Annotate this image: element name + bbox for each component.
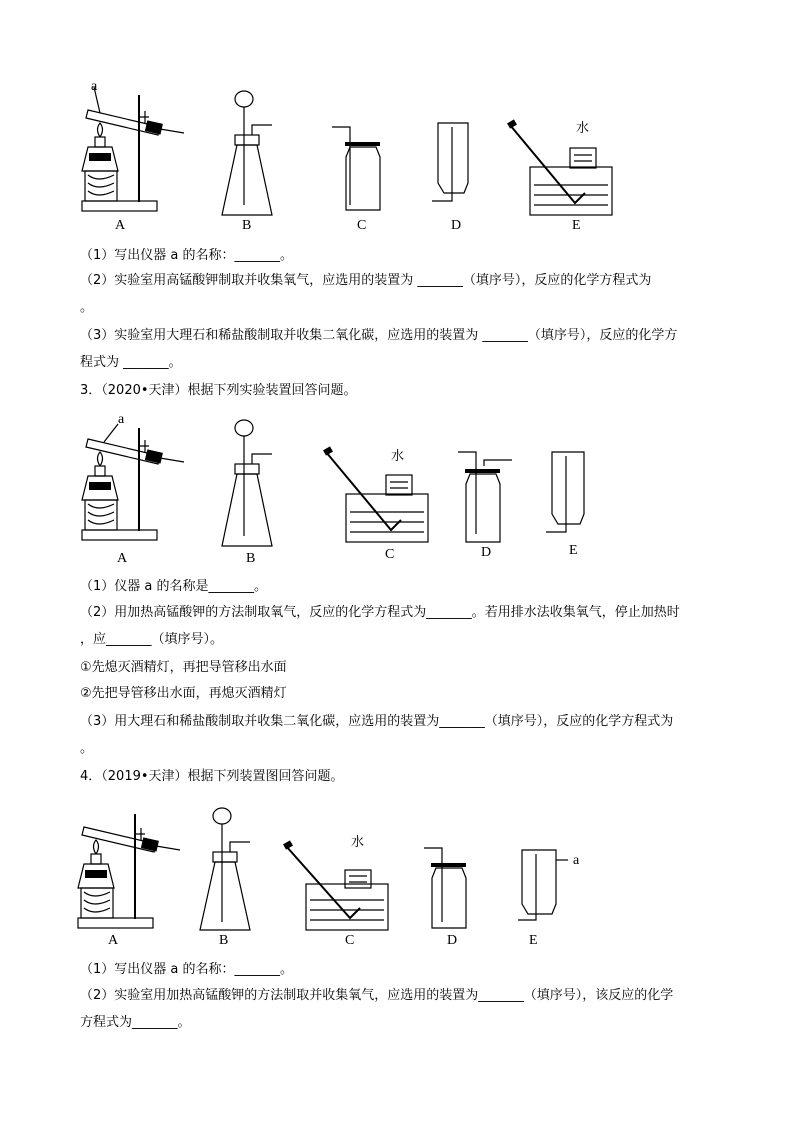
label-d: D [451, 218, 462, 233]
label-c: C [345, 933, 355, 948]
q3-line-7: 。 [80, 741, 94, 756]
label-d: D [481, 545, 492, 560]
apparatus-figure-2 [0, 410, 794, 575]
apparatus-b-flask [222, 91, 272, 215]
apparatus-d-inverted-bottle [432, 123, 468, 201]
apparatus-b-flask [200, 808, 250, 930]
label-a: A [115, 218, 126, 233]
label-e: E [529, 933, 538, 948]
apparatus-c-water-trough [283, 840, 388, 930]
q2-line-1: （1）写出仪器 a 的名称：_______。 [80, 248, 294, 263]
apparatus-drawing-3 [0, 800, 794, 955]
label-a: A [108, 933, 119, 948]
q4-title: 4．（2019•天津）根据下列装置图回答问题。 [80, 769, 344, 784]
water-label: 水 [391, 449, 405, 464]
q3-line-3: ，应_______（填序号）。 [80, 632, 224, 647]
label-b: B [242, 218, 252, 233]
label-a: A [117, 551, 128, 566]
apparatus-e-inverted-bottle [518, 850, 568, 920]
q4-line-1: （1）写出仪器 a 的名称：_______。 [80, 962, 294, 977]
water-label: 水 [576, 121, 590, 136]
q4-line-3: 方程式为_______。 [80, 1015, 191, 1030]
apparatus-e-water-trough [507, 119, 612, 215]
q2-line-5: 程式为 _______。 [80, 355, 182, 370]
apparatus-d-gas-jar [458, 452, 512, 542]
instrument-a-label: a [91, 79, 98, 94]
apparatus-a-heating [78, 814, 180, 928]
apparatus-e-inverted-bottle [546, 452, 584, 532]
label-b: B [219, 933, 229, 948]
apparatus-c-water-trough [323, 446, 428, 542]
label-e: E [572, 218, 581, 233]
apparatus-d-gas-jar [424, 848, 466, 928]
apparatus-b-flask [222, 420, 272, 546]
label-d: D [447, 933, 458, 948]
q3-title: 3．（2020•天津）根据下列实验装置回答问题。 [80, 383, 357, 398]
water-label: 水 [351, 835, 365, 850]
q3-line-6: （3）用大理石和稀盐酸制取并收集二氧化碳，应选用的装置为_______（填序号），反应的化学方程式为 [80, 714, 674, 729]
apparatus-a-heating [82, 87, 184, 211]
apparatus-figure-1 [0, 75, 794, 240]
q3-line-2: （2）用加热高锰酸钾的方法制取氧气，反应的化学方程式为_______。若用排水法收集氧气，停止加热时 [80, 605, 680, 620]
label-e: E [569, 543, 578, 558]
q3-line-1: （1）仪器 a 的名称是_______。 [80, 579, 268, 594]
instrument-a-label: a [573, 853, 580, 868]
q2-line-2: （2）实验室用高锰酸钾制取并收集氧气，应选用的装置为 _______（填序号），反应的化学方程式为 [80, 273, 652, 288]
q4-line-2: （2）实验室用加热高锰酸钾的方法制取并收集氧气，应选用的装置为_______（填序号），该反应的化学 [80, 988, 674, 1003]
q2-line-3: 。 [80, 300, 94, 315]
label-b: B [246, 551, 256, 566]
instrument-a-label: a [118, 412, 125, 427]
q2-line-4: （3）实验室用大理石和稀盐酸制取并收集二氧化碳，应选用的装置为 _______（填序号），反应的化学方 [80, 328, 678, 343]
q3-line-5: ②先把导管移出水面，再熄灭酒精灯 [80, 686, 287, 701]
label-c: C [357, 218, 367, 233]
apparatus-figure-3 [0, 800, 794, 955]
apparatus-a-heating [82, 424, 184, 540]
apparatus-c-gas-jar [332, 127, 380, 210]
q3-line-4: ①先熄灭酒精灯，再把导管移出水面 [80, 660, 287, 675]
label-c: C [385, 547, 395, 562]
apparatus-drawing-1 [0, 75, 794, 240]
